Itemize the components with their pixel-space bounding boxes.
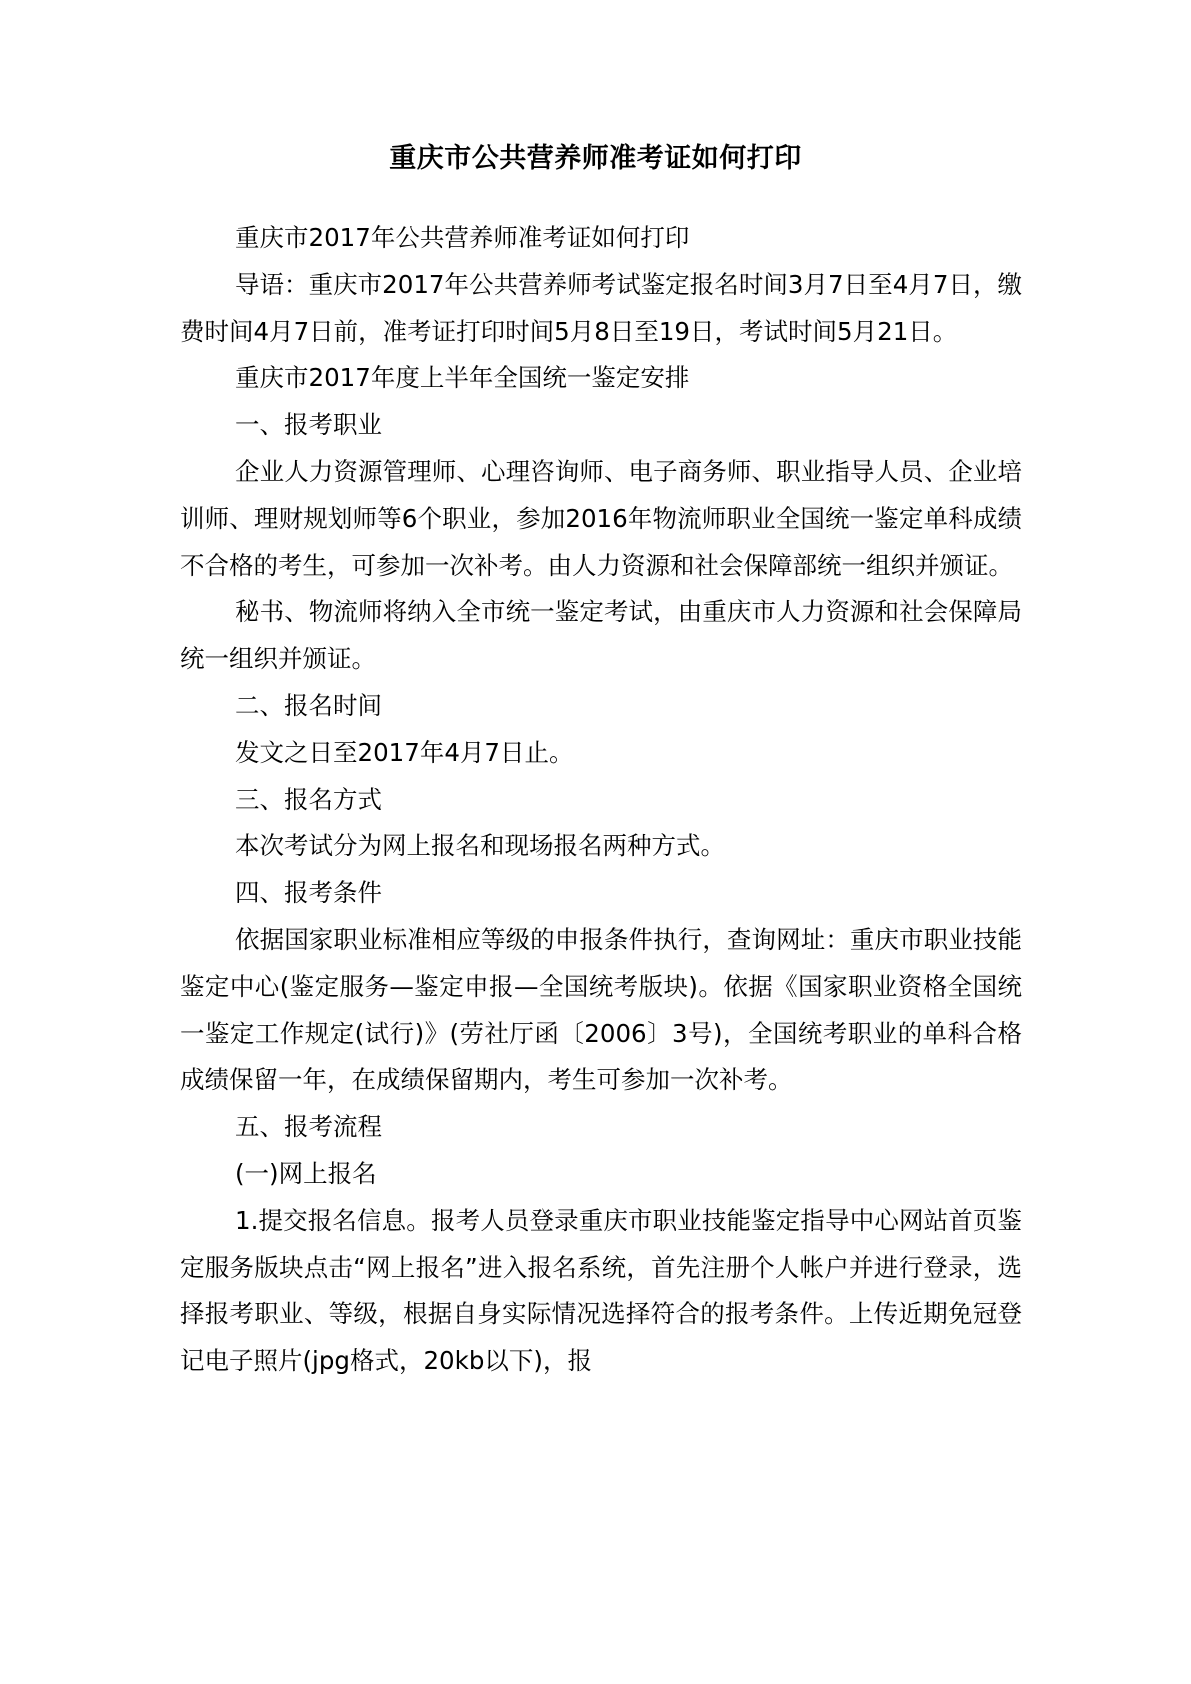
paragraph-intro: 导语：重庆市2017年公共营养师考试鉴定报名时间3月7日至4月7日，缴费时间4月7日前，准考证打印时间5月8日至19日，考试时间5月21日。 xyxy=(180,269,1022,346)
paragraph-arrangement-heading: 重庆市2017年度上半年全国统一鉴定安排 xyxy=(235,363,690,393)
section-heading-registration-time: 二、报名时间 xyxy=(235,690,382,720)
paragraph-registration-time: 发文之日至2017年4月7日止。 xyxy=(235,737,574,767)
document-body xyxy=(180,215,1022,1385)
section-heading-registration-method: 三、报名方式 xyxy=(235,784,382,814)
paragraph-subtitle: 重庆市2017年公共营养师准考证如何打印 xyxy=(235,223,690,252)
paragraph-registration-method: 本次考试分为网上报名和现场报名两种方式。 xyxy=(235,831,725,861)
paragraph-online-step-1: 1.提交报名信息。报考人员登录重庆市职业技能鉴定指导中心网站首页鉴定服务版块点击“网上报名”进入报名系统，首先注册个人帐户并进行登录，选择报考职业、等级，根据自身实际情况选择符合的报考条件。上传近期免冠登记电子照片(jpg格式，20kb以下)，报 xyxy=(180,1205,1022,1376)
subsection-heading-online: (一)网上报名 xyxy=(235,1158,377,1188)
paragraph-occupations: 企业人力资源管理师、心理咨询师、电子商务师、职业指导人员、企业培训师、理财规划师等6个职业，参加2016年物流师职业全国统一鉴定单科成绩不合格的考生，可参加一次补考。由人力资源和社会保障部统一组织并颁证。 xyxy=(180,456,1022,580)
section-heading-process: 五、报考流程 xyxy=(235,1112,382,1142)
section-heading-occupations: 一、报考职业 xyxy=(235,410,382,440)
page-title: 重庆市公共营养师准考证如何打印 xyxy=(389,143,802,174)
section-heading-conditions: 四、报考条件 xyxy=(235,878,382,908)
paragraph-conditions: 依据国家职业标准相应等级的申报条件执行，查询网址：重庆市职业技能鉴定中心(鉴定服务—鉴定申报—全国统考版块)。依据《国家职业资格全国统一鉴定工作规定(试行)》(劳社厅函〔2006〕3号)，全国统考职业的单科合格成绩保留一年，在成绩保留期内，考生可参加一次补考。 xyxy=(180,924,1022,1095)
paragraph-secretary-logistics: 秘书、物流师将纳入全市统一鉴定考试，由重庆市人力资源和社会保障局统一组织并颁证。 xyxy=(180,597,1022,674)
